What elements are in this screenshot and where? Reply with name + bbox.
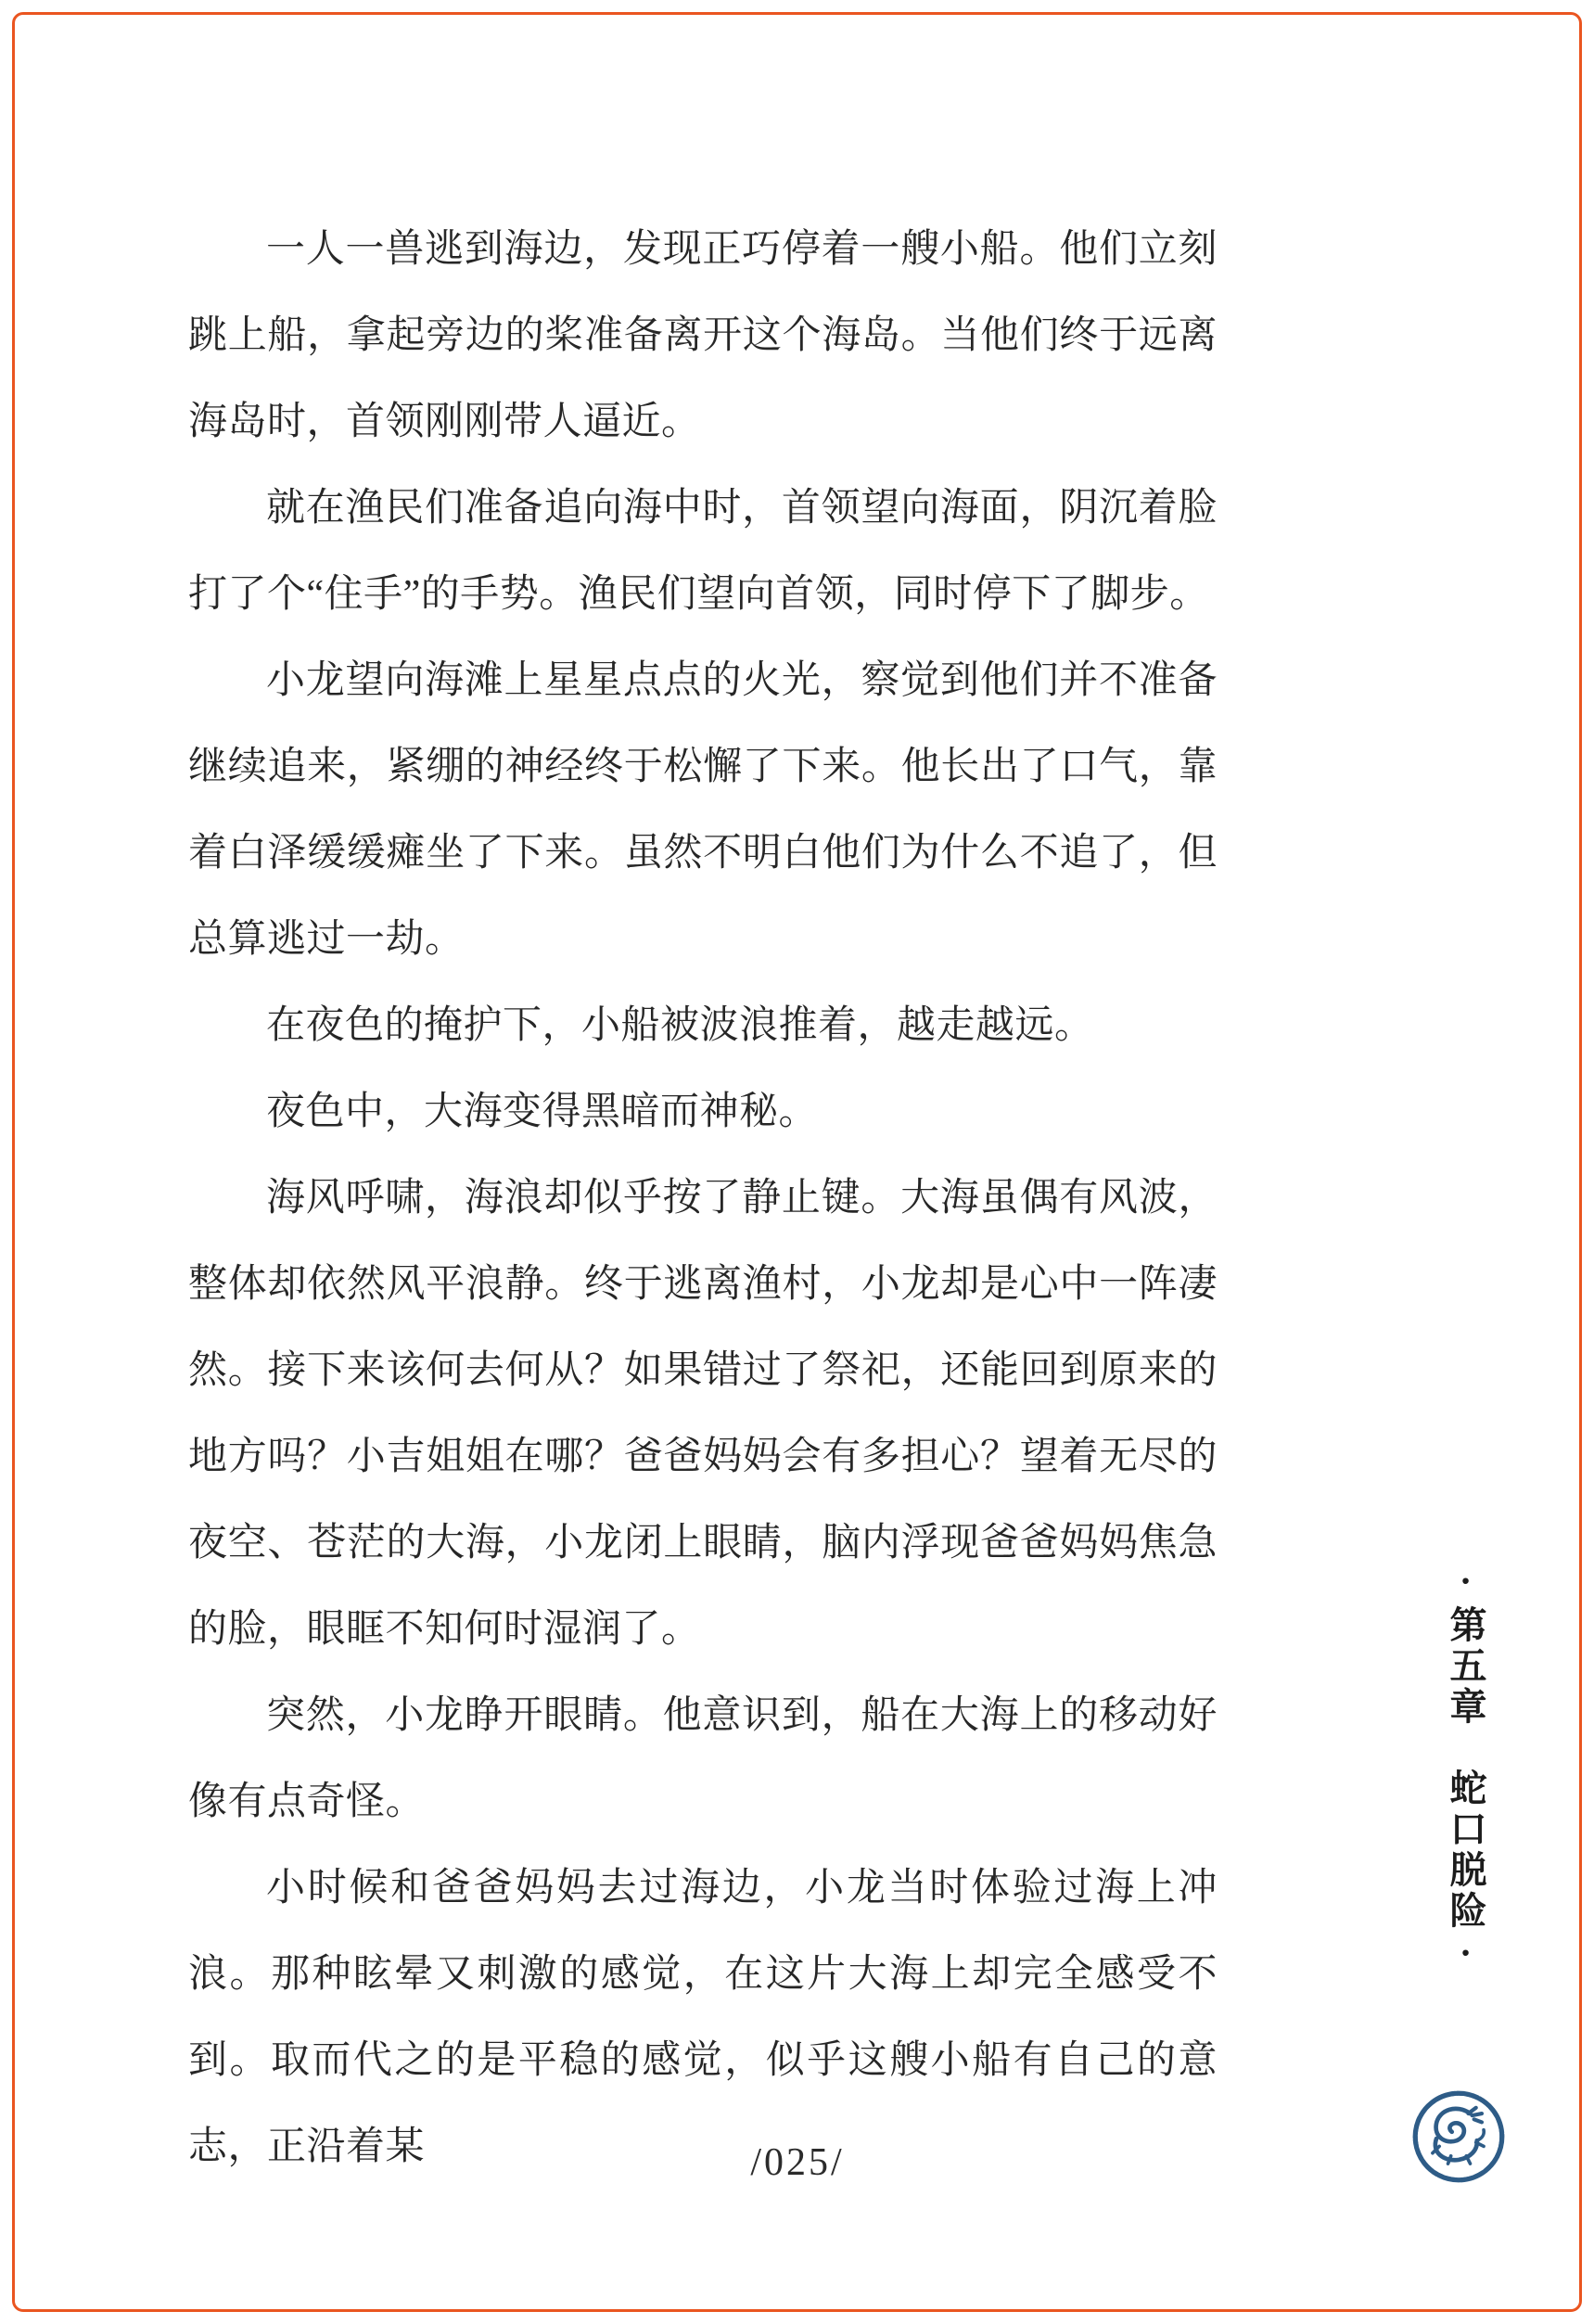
chapter-title-vertical: ·第五章 蛇口脱险· <box>1445 1560 1486 1977</box>
body-text <box>188 207 1218 2190</box>
page-number: /025/ <box>750 2141 845 2184</box>
paragraph: 突然，小龙睁开眼睛。他意识到，船在大海上的移动好像有点奇怪。 <box>188 1694 1218 1823</box>
paragraph: 一人一兽逃到海边，发现正巧停着一艘小船。他们立刻跳上船，拿起旁边的桨准备离开这个海岛。当他们终于远离海岛时，首领刚刚带人逼近。 <box>188 228 1218 443</box>
paragraph: 小时候和爸爸妈妈去过海边，小龙当时体验过海上冲浪。那种眩晕又刺激的感觉，在这片大海上却完全感受不到。取而代之的是平稳的感觉，似乎这艘小船有自己的意志，正沿着某 <box>188 1867 1218 2168</box>
paragraph: 小龙望向海滩上星星点点的火光，察觉到他们并不准备继续追来，紧绷的神经终于松懈了下来。他长出了口气，靠着白泽缓缓瘫坐了下来。虽然不明白他们为什么不追了，但总算逃过一劫。 <box>188 659 1218 961</box>
paragraph: 夜色中，大海变得黑暗而神秘。 <box>266 1091 819 1133</box>
paragraph: 海风呼啸，海浪却似乎按了静止键。大海虽偶有风波，整体却依然风平浪静。终于逃离渔村，小龙却是心中一阵凄然。接下来该何去何从？如果错过了祭祀，还能回到原来的地方吗？小吉姐姐在哪？爸爸妈妈会有多担心？望着无尽的夜空、苍茫的大海，小龙闭上眼睛，脑内浮现爸爸妈妈焦急的脸，眼眶不知何时湿润了。 <box>188 1177 1218 1651</box>
paragraph: 在夜色的掩护下，小船被波浪推着，越走越远。 <box>266 1004 1094 1047</box>
paragraph: 就在渔民们准备追向海中时，首领望向海面，阴沉着脸打了个“住手”的手势。渔民们望向首领，同时停下了脚步。 <box>188 487 1218 616</box>
dragon-seal-icon <box>1410 2088 1507 2185</box>
